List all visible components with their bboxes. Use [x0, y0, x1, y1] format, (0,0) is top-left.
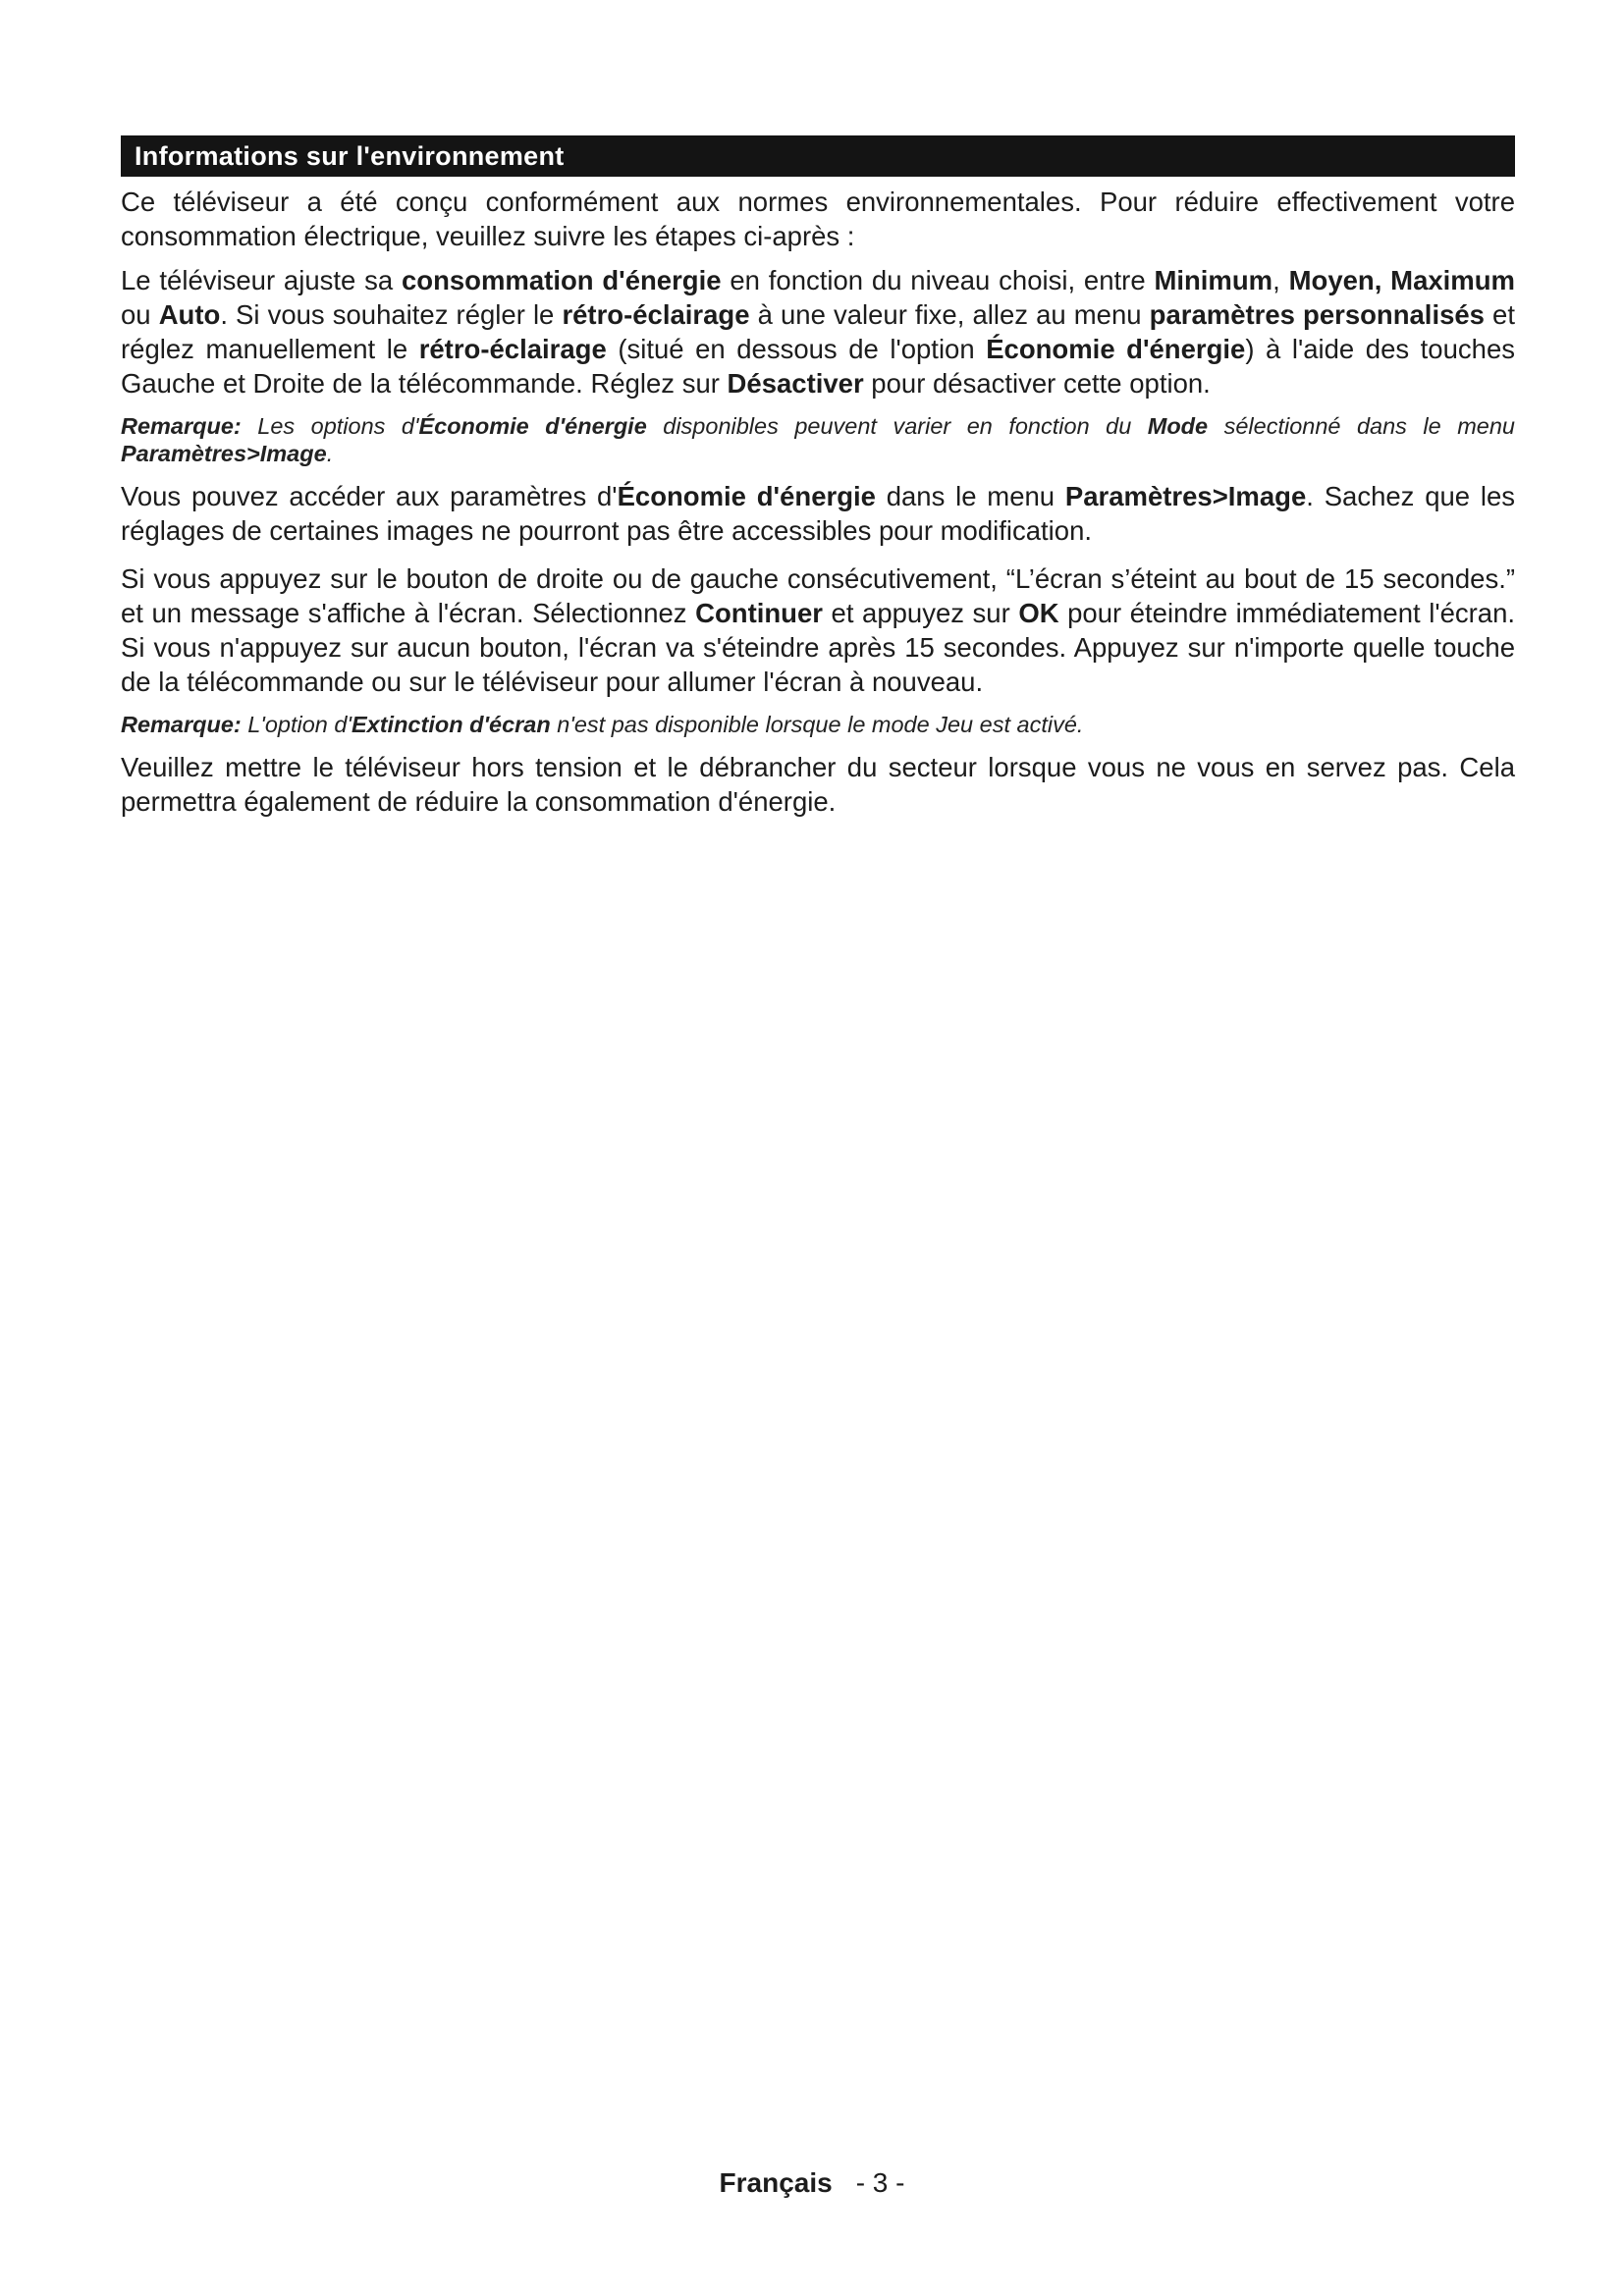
bold-term: Moyen, [1288, 265, 1382, 295]
remark-label: Remarque: [121, 712, 242, 737]
text-segment: en fonction du niveau choisi, entre [721, 265, 1155, 295]
text-segment: (situé en dessous de l'option [606, 334, 987, 364]
text-segment: Vous pouvez accéder aux paramètres d' [121, 481, 618, 511]
power-off-paragraph: Veuillez mettre le téléviseur hors tension et le débrancher du secteur lorsque vous ne vous en servez pas. Cela permettra également de réduire la consommation d'énergie. [121, 752, 1515, 817]
bold-term: Économie d'énergie [617, 481, 876, 511]
remark-energy-options [121, 412, 1515, 467]
remark-screen-off [121, 711, 1515, 738]
text-segment: Le téléviseur ajuste sa [121, 265, 402, 295]
text-segment: à une valeur fixe, allez au menu [749, 299, 1150, 330]
text-segment: n'est pas disponible lorsque le mode Jeu est activé. [550, 712, 1084, 737]
text-segment: , [1272, 265, 1289, 295]
intro-paragraph: Ce téléviseur a été conçu conformément aux normes environnementales. Pour réduire effectivement votre consommation électrique, veuillez suivre les étapes ci-après : [121, 187, 1515, 251]
bold-term: paramètres personnalisés [1149, 299, 1485, 330]
page-content [121, 135, 1515, 819]
text-segment: L'option d' [241, 712, 352, 737]
page-footer [0, 2167, 1624, 2199]
text-segment: et réglez manuellement le [121, 299, 1515, 364]
bold-term: Mode [1147, 413, 1209, 439]
bold-term: Économie d'énergie [986, 334, 1246, 364]
text-segment: Si vous appuyez sur le bouton de droite ou de gauche consécutivement, “L’écran s’éteint au bout de 15 secondes.” et un message s'affiche à l'écran. Sélectionnez [121, 563, 1515, 628]
text-segment: et appuyez sur [822, 598, 1019, 628]
bold-term: Extinction d'écran [351, 712, 551, 737]
section-title: Informations sur l'environnement [121, 135, 1515, 177]
text-segment: . [326, 441, 334, 466]
settings-access-paragraph [121, 479, 1515, 548]
text-segment: . Sachez que les réglages de certaines images ne pourront pas être accessibles pour modification. [121, 481, 1516, 546]
text-segment: ) à l'aide des touches Gauche et Droite de la télécommande. Réglez sur [121, 334, 1515, 399]
text-segment: disponibles peuvent varier en fonction du [646, 413, 1148, 439]
footer-language: Français [719, 2167, 833, 2198]
bold-term: Désactiver [727, 368, 864, 399]
text-segment: sélectionné dans le menu [1208, 413, 1515, 439]
bold-term: Continuer [695, 598, 823, 628]
bold-term: Paramètres>Image [121, 441, 327, 466]
text-segment: . Si vous souhaitez régler le [220, 299, 563, 330]
bold-term: Minimum [1154, 265, 1273, 295]
bold-term: Paramètres>Image [1064, 481, 1307, 511]
bold-term: Auto [158, 299, 221, 330]
text-segment [1381, 265, 1390, 295]
text-segment: pour éteindre immédiatement l'écran. Si vous n'appuyez sur aucun bouton, l'écran va s'éteindre après 15 secondes. Appuyez sur n'importe quelle touche de la télécommande ou sur le téléviseur pour allumer l'écran à nouveau. [121, 598, 1516, 697]
energy-consumption-paragraph [121, 263, 1515, 400]
text-segment: pour désactiver cette option. [863, 368, 1211, 399]
text-segment: dans le menu [875, 481, 1065, 511]
bold-term: rétro-éclairage [418, 334, 607, 364]
bold-term: Maximum [1390, 265, 1516, 295]
bold-term: consommation d'énergie [401, 265, 722, 295]
text-segment: Les options d' [241, 413, 419, 439]
text-segment: ou [121, 299, 159, 330]
screen-off-paragraph [121, 561, 1515, 699]
bold-term: OK [1018, 598, 1059, 628]
bold-term: Économie d'énergie [418, 413, 647, 439]
remark-label: Remarque: [121, 413, 242, 439]
bold-term: rétro-éclairage [562, 299, 750, 330]
page-number: - 3 - [855, 2167, 905, 2198]
